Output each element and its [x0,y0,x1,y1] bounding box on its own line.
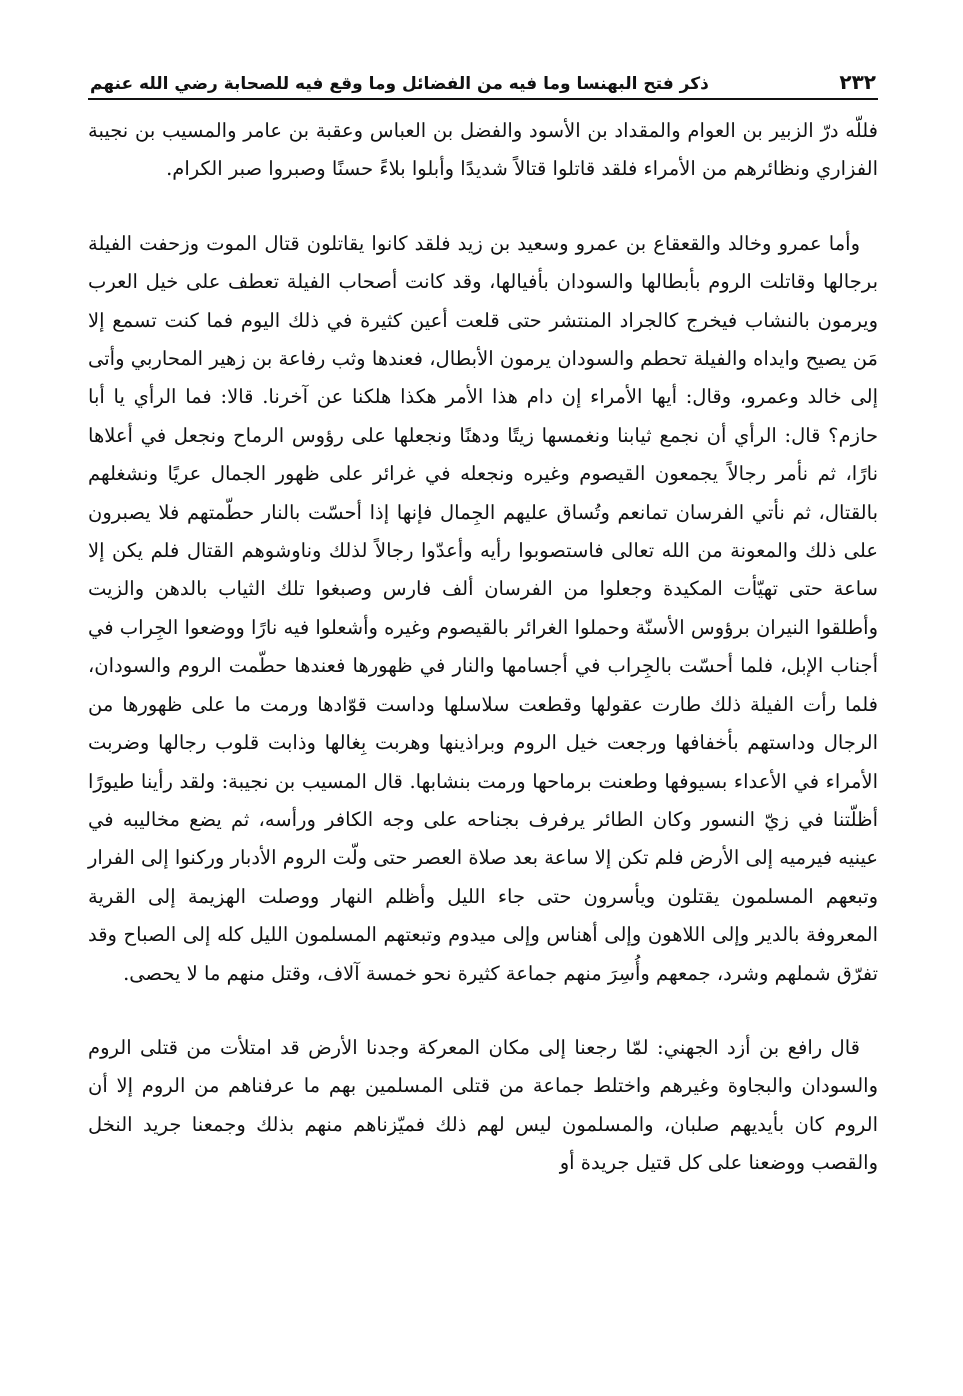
page-header [88,60,878,100]
paragraph-3: قال رافع بن أزد الجهني: لمّا رجعنا إلى مكان المعركة وجدنا الأرض قد امتلأت من قتلى الروم والسودان والبجاوة وغيرهم واختلط جماعة من قتلى المسلمين بهم ما عرفناهم من الروم إلا أن الروم كان بأيديهم صلبان، والمسلمون ليس لهم ذلك فميّزناهم منهم بذلك وجمعنا جريد النخل والقصب ووضعنا على كل قتيل جريدة أو [88,1035,878,1175]
page-body [88,112,878,1183]
running-title: ذكر فتح البهنسا وما فيه من الفضائل وما وقع فيه للصحابة رضي الله عنهم [90,74,709,94]
paragraph-2: وأما عمرو وخالد والقعقاع بن عمرو وسعيد بن زيد فلقد كانوا يقاتلون قتال الموت وزحفت الفيلة برجالها وقاتلت الروم بأبطالها والسودان بأفيالها، وقد كانت أصحاب الفيلة تعطف على خيل العرب ويرمون بالنشاب فيخرج كالجراد المنتشر حتى قلعت أعين كثيرة في ذلك اليوم فما كنت تسمع إلا مَن يصيح وايداه والفيلة تحطم والسودان يرمون الأبطال، فعندها وثب رفاعة بن زهير المحاربي وأتى إلى خالد وعمرو، وقال: أيها الأمراء إن دام هذا الأمر هكذا هلكنا عن آخرنا. قالا: فما الرأي يا أبا حازم؟ قال: الرأي أن نجمع ثيابنا ونغمسها زيتًا ودهنًا ونجعلها على رؤوس الرماح ونجعل في أعلاها نارًا، ثم نأمر رجالاً يجمعون القيصوم وغيره ونجعله في غرائر على ظهور الجمال عريًا ونشغلهم بالقتال، ثم نأتي الفرسان تمانعم وتُساق عليهم الجِمال فإنها إذا أحسّت بالنار حطّمتهم فلا يصبرون على ذلك والمعونة من الله تعالى فاستصوبوا رأيه وأعدّوا رجالاً لذلك وناوشوهم القتال فلم يكن إلا ساعة حتى تهيّأت المكيدة وجعلوا من الفرسان ألف فارس وصبغوا تلك الثياب بالدهن والزيت وأطلقوا النيران برؤوس الأسنّة وحملوا الغرائر بالقيصوم وغيره وأشعلوا فيه نارًا ووضعوا الجِراب في أجناب الإبل، فلما أحسّت بالجِراب في أجسامها والنار في ظهورها فعندها حطّمت الروم والسودان، فلما رأت الفيلة ذلك طارت عقولها وقطعت سلاسلها وداست قوّادها ورمت ما على ظهورها من الرجال وداستهم بأخفافها ورجعت خيل الروم وبراذينها وهربت بِغالها وذابت قلوب رجالها وضربت الأمراء في الأعداء بسيوفها وطعنت برماحها ورمت بنشابها. قال المسيب بن نجيبة: ولقد رأينا طيورًا أظلّتنا في زيّ النسور وكان الطائر يرفرف بجناحه على وجه الكافر ورأسه، ثم يضع مخاليبه في عينيه فيرميه إلى الأرض فلم تكن إلا ساعة بعد صلاة العصر حتى ولّت الروم الأدبار وركنوا إلى الفرار وتبعهم المسلمون يقتلون ويأسرون حتى جاء الليل وأظلم النهار ووصلت الهزيمة إلى القرية المعروفة بالدير وإلى اللاهون وإلى أهناس وإلى ميدوم وتبعتهم المسلمون الليل كله إلى الصباح وقد تفرّق شملهم وشرد، جمعهم وأُسِرَ منهم جماعة كثيرة نحو خمسة آلاف، وقتل منهم ما لا يحصى. [88,231,878,985]
paragraph-1: فللّه درّ الزبير بن العوام والمقداد بن الأسود والفضل بن العباس وعقبة بن عامر والمسيب بن نجيبة الفزاري ونظائرهم من الأمراء فلقد قاتلوا قتالاً شديدًا وأبلوا بلاءً حسنًا وصبروا صبر الكرام. [88,119,878,181]
page-number: ٢٣٢ [839,70,876,94]
book-page [88,60,878,1360]
